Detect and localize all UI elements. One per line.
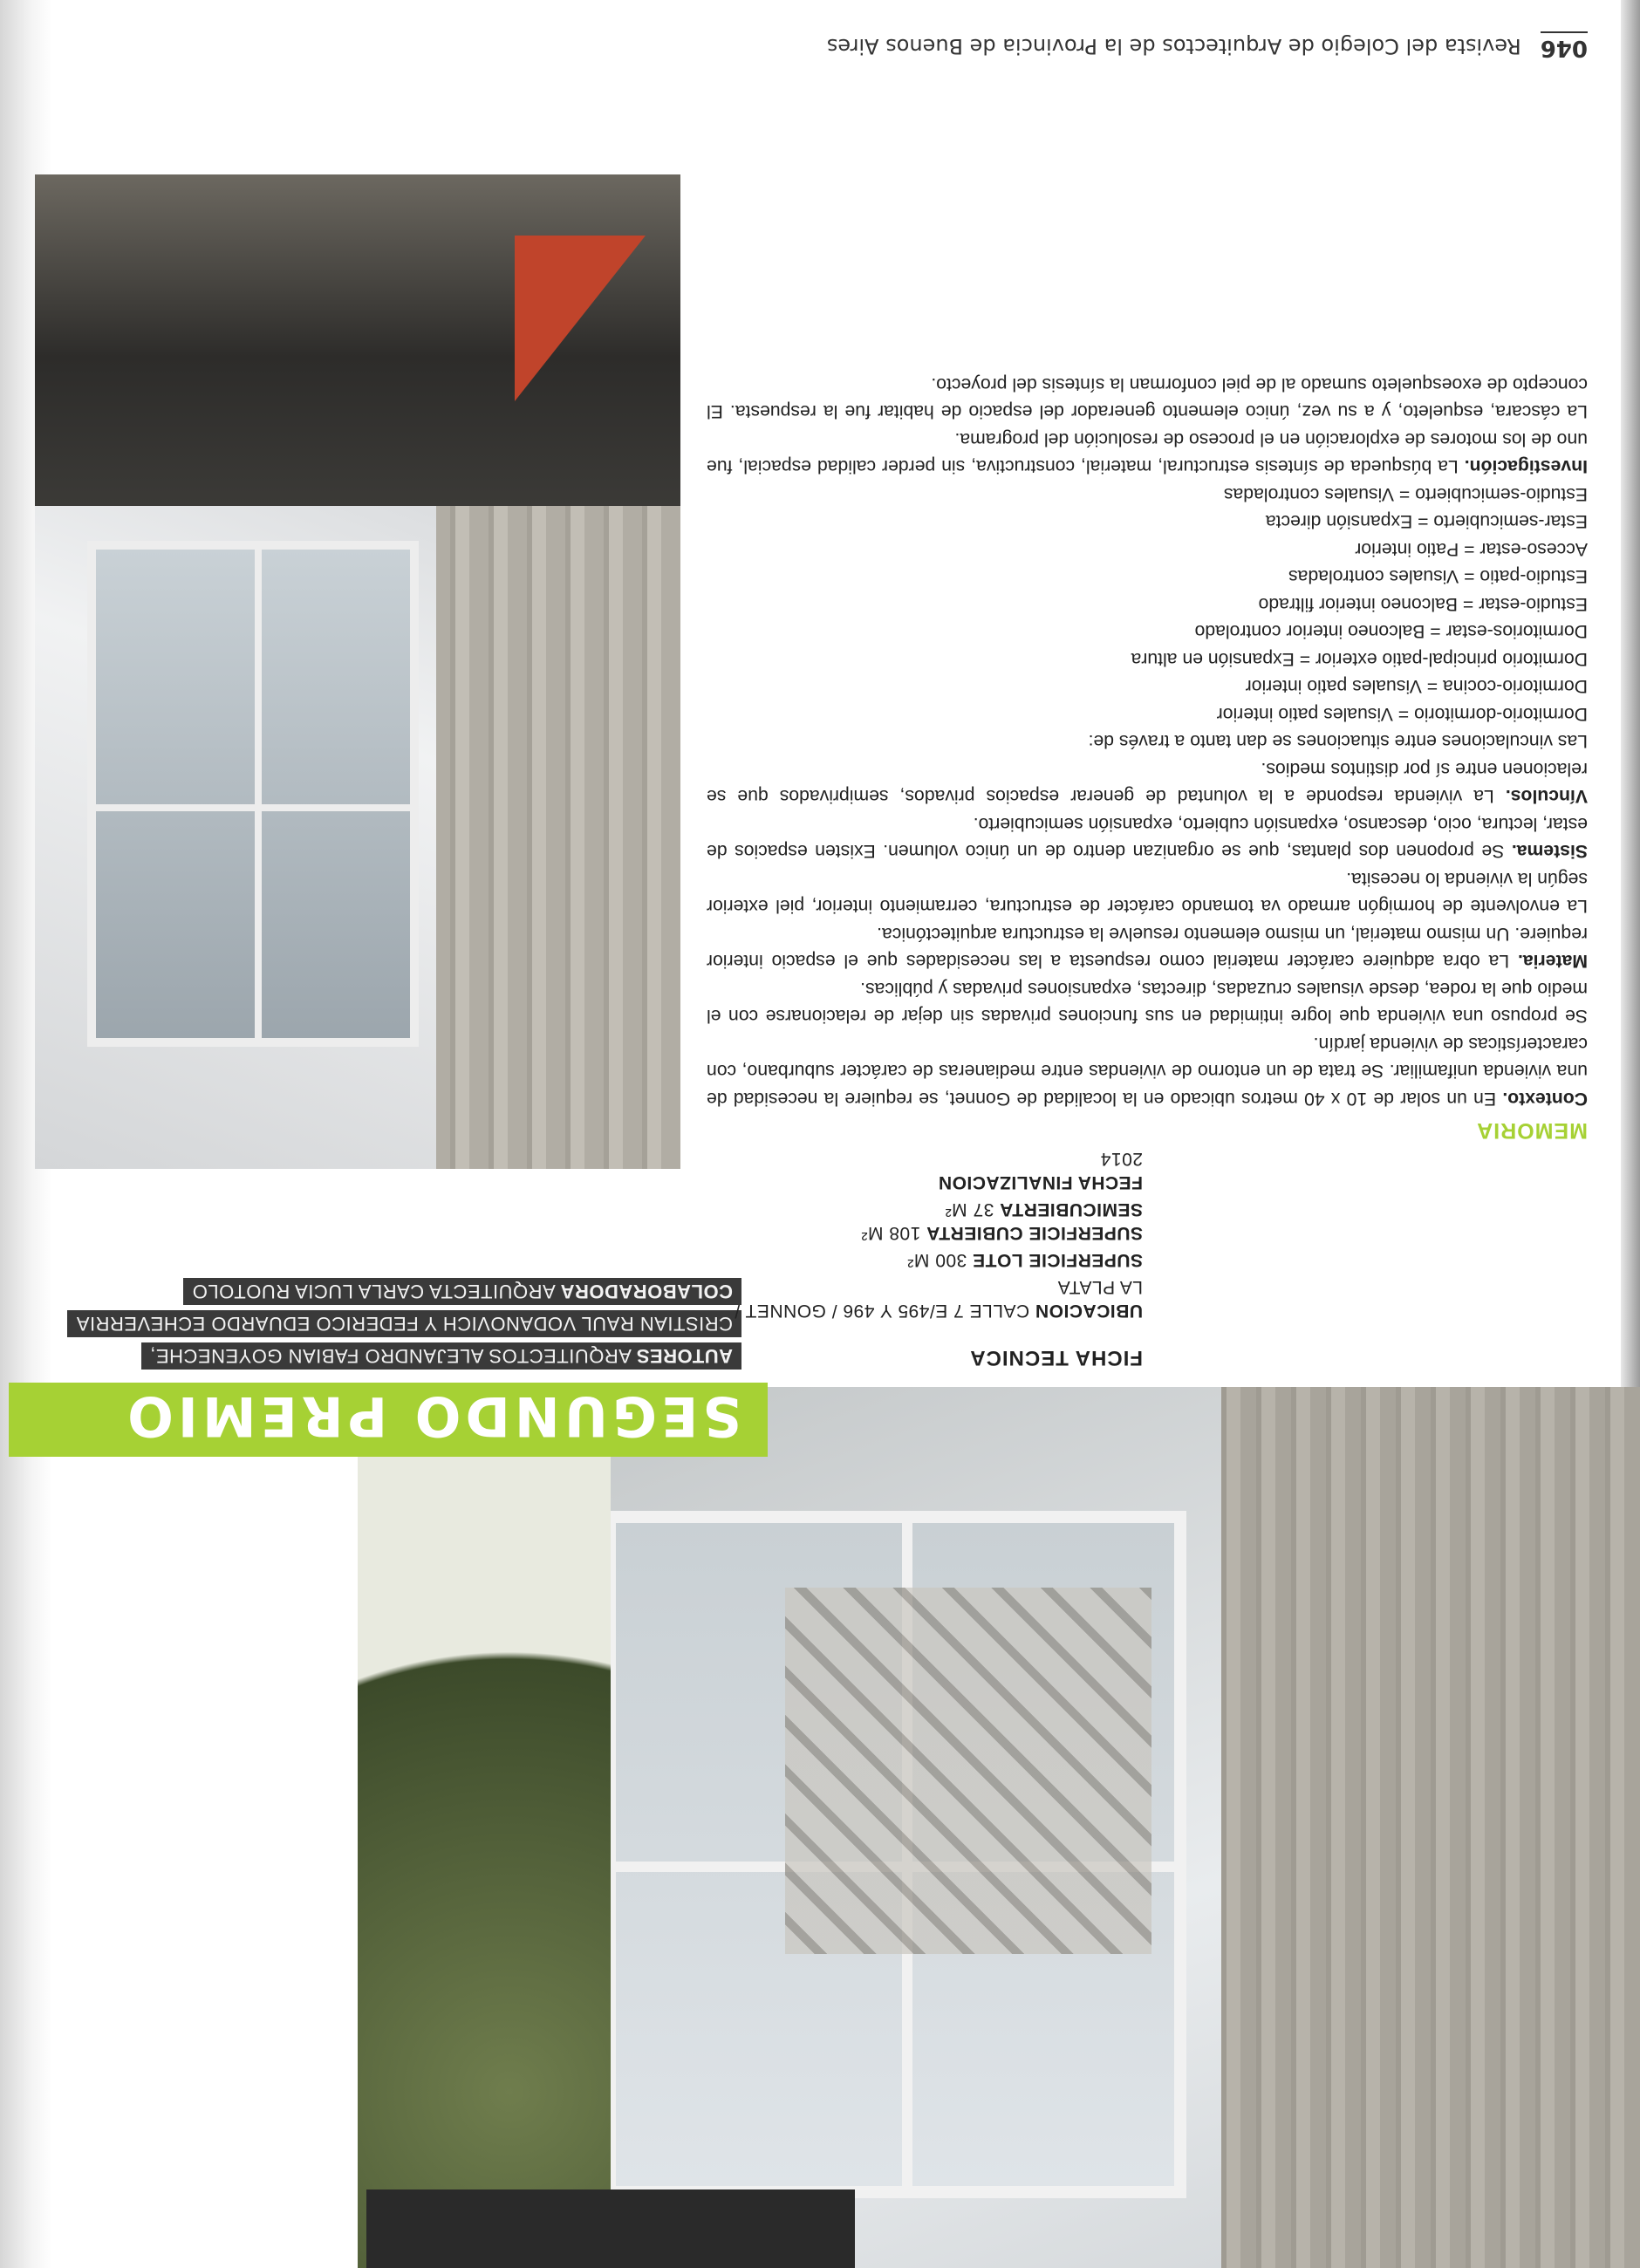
vinculos-list [707, 481, 1588, 728]
house-facade-photo [358, 1387, 1640, 2268]
autores-line-2: CRISTIAN RAUL VODANOVICH Y FEDERICO EDUARDO ECHEVERRIA [67, 1310, 741, 1337]
concrete-wall [1221, 1387, 1640, 2268]
award-banner [9, 1383, 768, 1457]
materia-paragraph: Materia. La obra adquiere carácter material como respuesta a las necesidades que el espacio interior requiere. Un mismo material, un mismo elemento resuelve la estructura arquitectónica. [706, 924, 1588, 972]
vegetation [358, 1387, 611, 2268]
contexto-paragraph: Contexto. En un solar de 10 x 40 metros ubicado en la localidad de Gonnet, se requiere la necesidad de una vivienda unifamiliar. Se trata de un entorno de viviendas entre medianeras de carácter suburbano, con características de vivienda jardín. [706, 1034, 1588, 1109]
list-item: Estudio-estar = Balconeo interior filtrado [1258, 594, 1588, 614]
sistema-paragraph: Sistema. Se proponen dos plantas, que se organizan dentro de un único volumen. Existen espacios de estar, lectura, ocio, descanso, expansión cubierto, expansión semicubierto. [707, 814, 1588, 862]
page-number: 046 [1541, 31, 1588, 61]
investigacion-paragraph: Investigación. La búsqueda de síntesis estructural, material, constructiva, sin perder calidad espacial, fue uno de los motores de exploración en el proceso de resolución del programa. [707, 429, 1588, 477]
publication-name: Revista del Colegio de Arquitectos de la Provincia de Buenos Aires [826, 34, 1521, 58]
award-title: SEGUNDO PREMIO [123, 1384, 741, 1448]
interior-stairs [785, 1588, 1151, 1954]
roof-shadow [366, 2189, 855, 2268]
memoria-text [707, 371, 1588, 1144]
list-item: Estudio-patio = Visuales controladas [1288, 566, 1588, 587]
vinculos-intro: Las vinculaciones entre situaciones se dan tanto a través de: [1088, 731, 1588, 752]
list-item: Estudio-semicubierto = Visuales controladas [1223, 484, 1588, 504]
ficha-heading: FICHA TECNICA [969, 1346, 1143, 1370]
memoria-heading: MEMORIA [1476, 1118, 1588, 1143]
autores-line-1: AUTORES ARQUITECTOS ALEJANDRO FABIAN GOYENECHE, [141, 1342, 741, 1370]
list-item: Dormitorio-cocina = Visuales patio interior [1245, 676, 1588, 697]
credits-block [9, 1273, 741, 1370]
list-item: Dormitorios-estar = Balconeo interior controlado [1194, 621, 1588, 642]
materia-paragraph-2: La envolvente de hormigón armado va tomando carácter de estructura, cerramiento interior, piel exterior según la vivienda lo necesita. [707, 869, 1588, 917]
investigacion-paragraph-2: La cáscara, esqueleto, y a su vez, único elemento generador del espacio de habitar fue la respuesta. El concepto de exoesqueleto sumado al de piel conforman la síntesis del proyecto. [707, 374, 1588, 422]
list-item: Dormitorio principal-patio exterior = Expansión en altura [1131, 649, 1588, 669]
list-item: Dormitorio-dormitorio = Visuales patio interior [1216, 704, 1588, 724]
colaboradora-line: COLABORADORA ARQUITECTA CARLA LUCIA RUOTOLO [183, 1278, 741, 1305]
list-item: Estar-semicubierto = Expansión directa [1265, 511, 1588, 532]
contexto-paragraph-2: Se propuso una vivienda que logre intimidad en sus funciones privadas sin dejar de relacionarse con el medio que la rodea, desde visuales cruzadas, directas, expansiones privadas y públicas. [707, 979, 1588, 1027]
vinculos-paragraph: Vínculos. La vivienda responde a la voluntad de generar espacios privados, semiprivados que se relacionen entre sí por distintos medios. [706, 759, 1588, 807]
fecha-line: FECHA FINALIZACION 2014 [938, 1149, 1143, 1192]
page-folio [827, 31, 1588, 61]
glass-window [87, 541, 419, 1047]
house-detail-photo [35, 174, 680, 1169]
cubierta-line: SUPERFICIE CUBIERTA 108 M² SEMICUBIERTA 37 M² [861, 1199, 1143, 1243]
list-item: Acceso-estar = Patio interior [1355, 539, 1588, 559]
lote-line: SUPERFICIE LOTE 300 M² [906, 1250, 1143, 1270]
ficha-tecnica [724, 1144, 1143, 1370]
red-panel [515, 236, 646, 401]
ubicacion-line: UBICACION CALLE 7 E/495 Y 496 / GONNET / LA PLATA [734, 1277, 1143, 1321]
